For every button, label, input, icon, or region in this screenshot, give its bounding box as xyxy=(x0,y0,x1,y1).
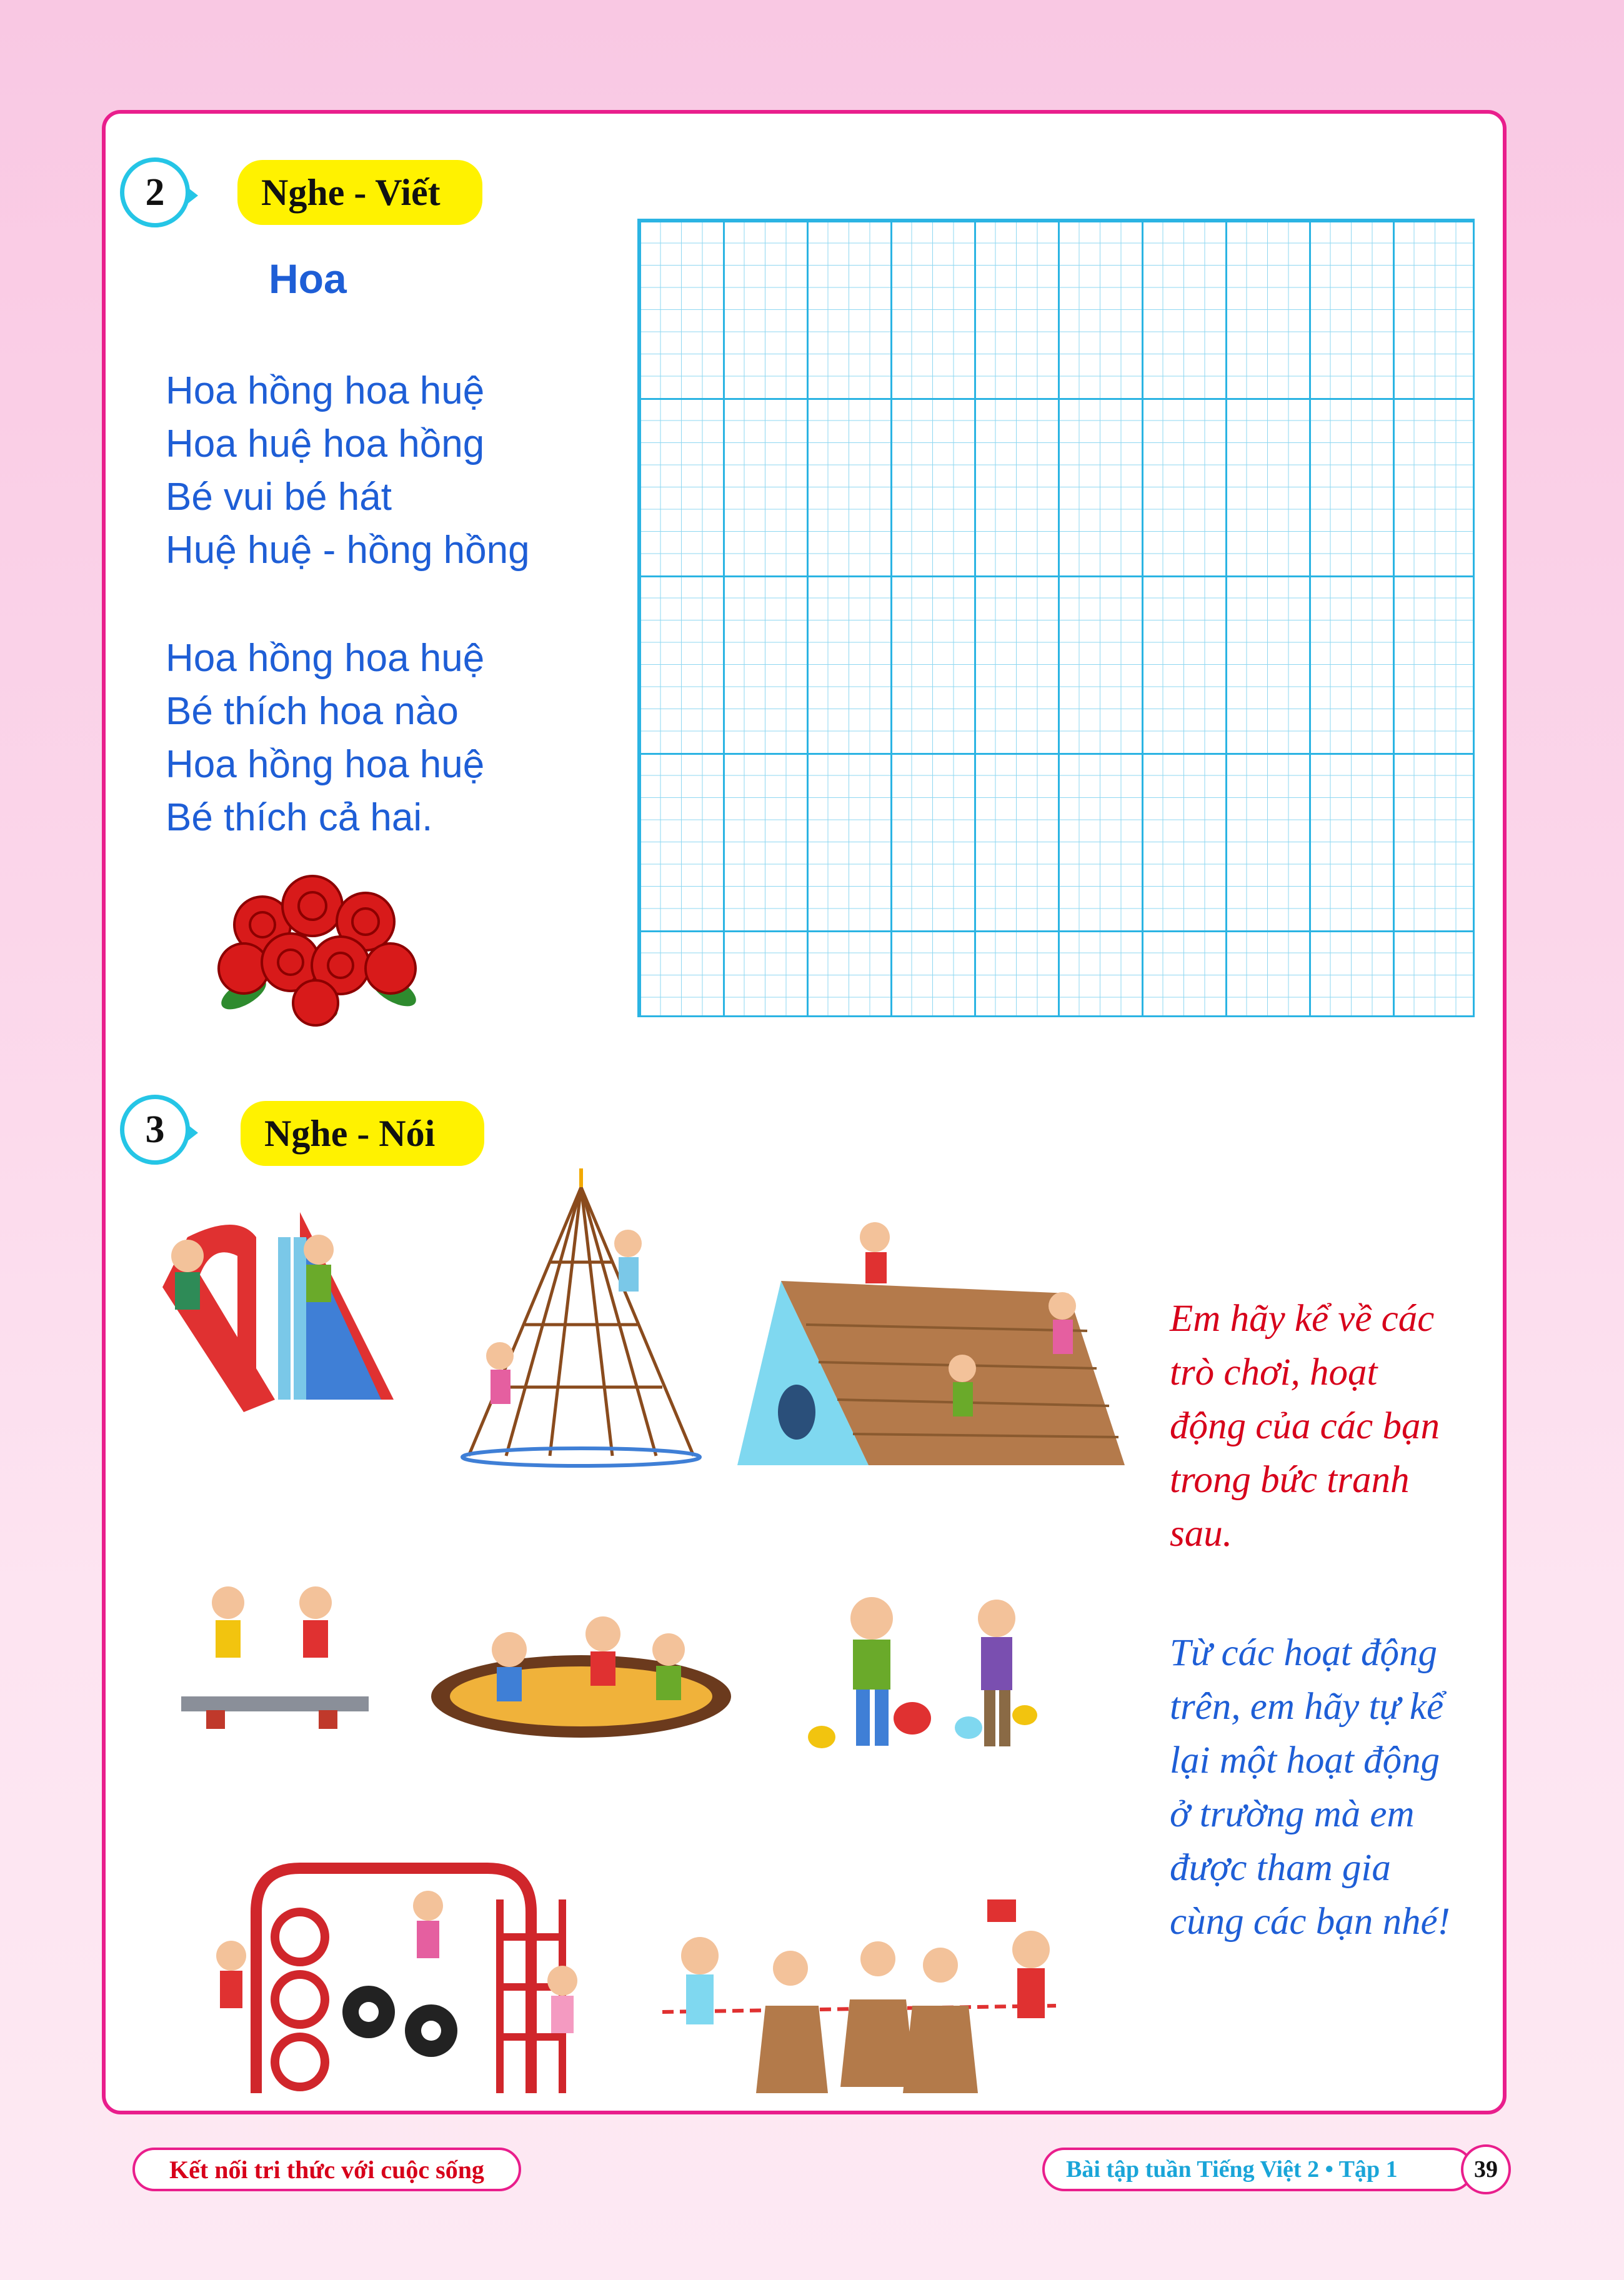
poem-line: Bé thích hoa nào xyxy=(166,690,459,733)
instruction-line: động của các bạn xyxy=(1170,1405,1440,1447)
instruction-2 xyxy=(1170,1626,1450,1949)
monkey-bars-illustration xyxy=(187,1862,619,2093)
instruction-line: được tham gia xyxy=(1170,1847,1391,1889)
page-number: 39 xyxy=(1461,2144,1511,2194)
instruction-line: sau. xyxy=(1170,1513,1232,1555)
poem-line: Huệ huệ - hồng hồng xyxy=(166,529,530,572)
poem-line: Hoa hồng hoa huệ xyxy=(166,369,485,412)
instruction-line: trong bức tranh xyxy=(1170,1459,1410,1501)
poem-line: Hoa hồng hoa huệ xyxy=(166,743,485,786)
poem-title: Hoa xyxy=(269,256,347,302)
instruction-line: cùng các bạn nhé! xyxy=(1170,1901,1450,1943)
instruction-line: ở trường mà em xyxy=(1170,1793,1415,1835)
balloon-game-illustration xyxy=(803,1575,1053,1762)
footer-series-label: Kết nối tri thức với cuộc sống xyxy=(132,2148,521,2191)
poem-line: Bé thích cả hai. xyxy=(166,796,433,839)
section-3-number: 3 xyxy=(120,1095,190,1165)
section-2-number: 2 xyxy=(120,157,190,227)
poem-line: Bé vui bé hát xyxy=(166,475,392,519)
slide-illustration xyxy=(150,1200,400,1412)
section-3-title: Nghe - Nói xyxy=(241,1101,484,1166)
balance-beam-illustration xyxy=(181,1578,375,1734)
sandbox-illustration xyxy=(428,1603,734,1740)
instruction-line: lại một hoạt động xyxy=(1170,1740,1440,1781)
instruction-line: trò chơi, hoạt xyxy=(1170,1352,1378,1393)
instruction-line: Từ các hoạt động xyxy=(1170,1632,1438,1674)
sack-race-illustration xyxy=(650,1887,1075,2099)
writing-grid[interactable] xyxy=(637,219,1475,1017)
rope-pyramid-illustration xyxy=(456,1168,706,1468)
instruction-line: Em hãy kể về các xyxy=(1170,1298,1435,1340)
climbing-wall-illustration xyxy=(737,1212,1131,1468)
poem-line: Hoa huệ hoa hồng xyxy=(166,422,485,465)
poem-line: Hoa hồng hoa huệ xyxy=(166,637,485,680)
section-2-title: Nghe - Viết xyxy=(237,160,482,225)
roses-illustration xyxy=(206,856,431,1031)
instruction-1 xyxy=(1170,1292,1440,1561)
instruction-line: trên, em hãy tự kể xyxy=(1170,1686,1444,1728)
footer-book-title: Bài tập tuần Tiếng Việt 2 • Tập 1 xyxy=(1042,2148,1473,2191)
